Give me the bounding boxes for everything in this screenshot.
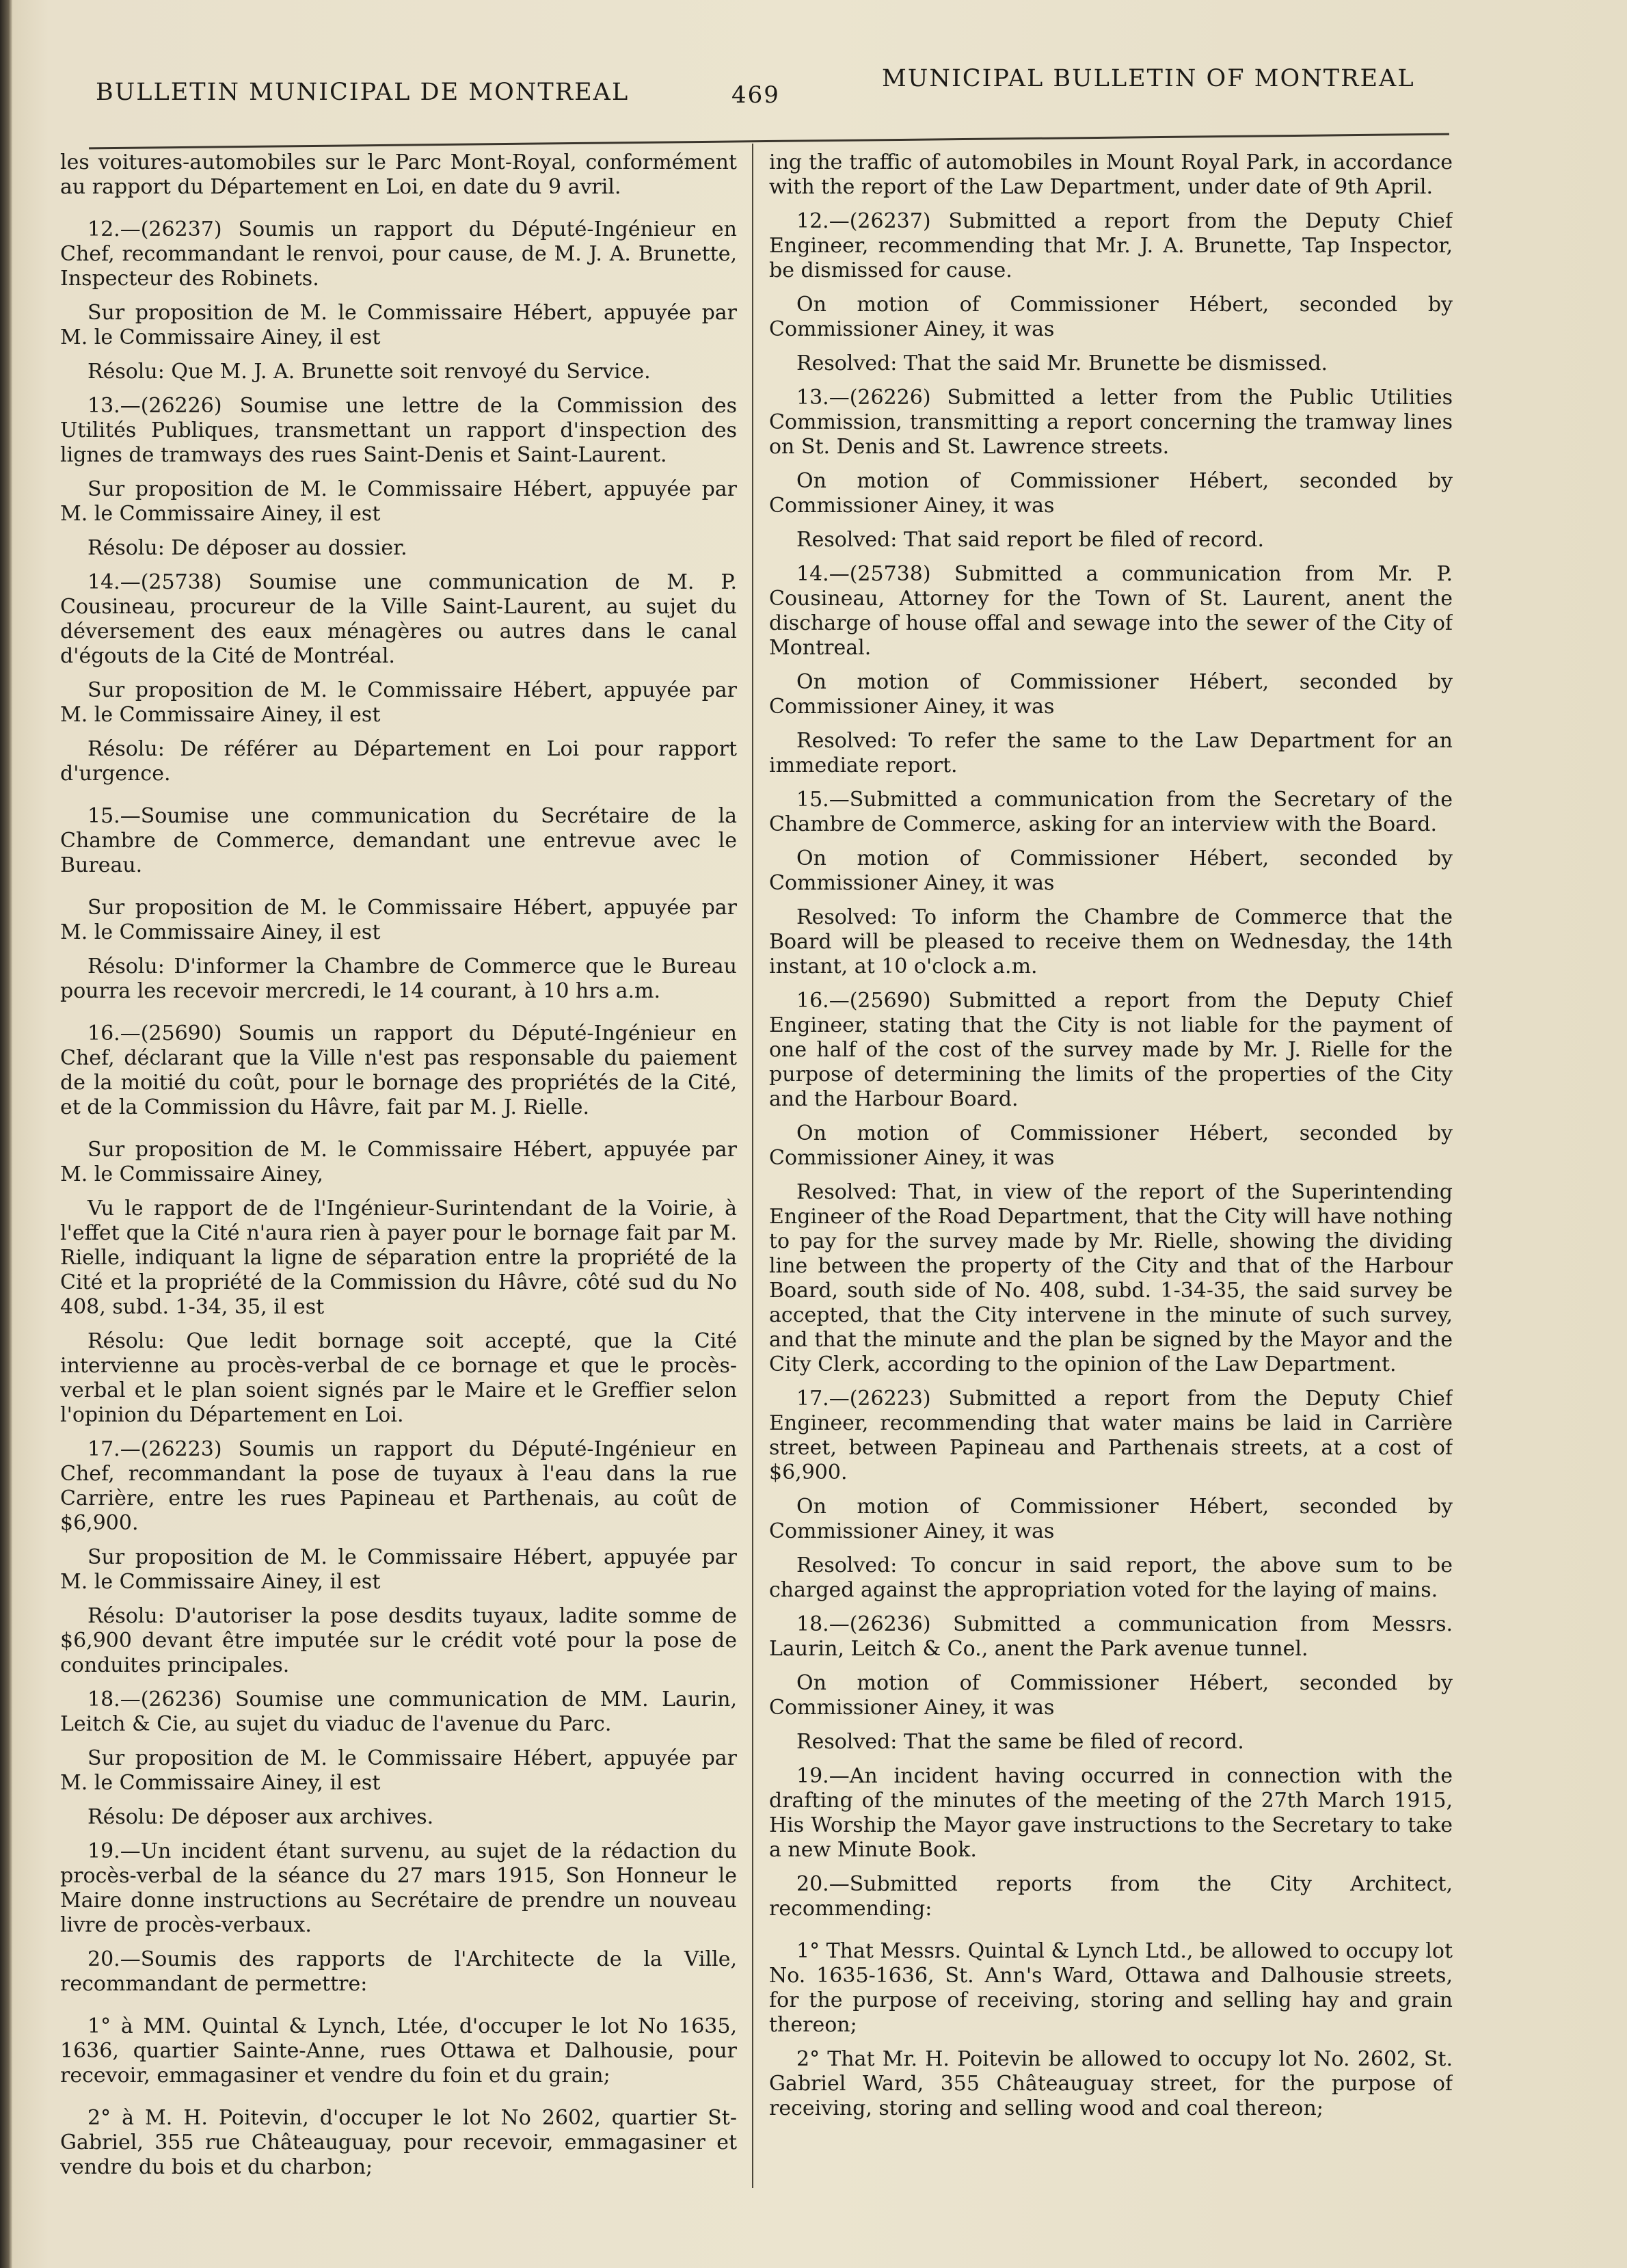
paragraph: Sur proposition de M. le Commissaire Hébert, appuyée par M. le Commissaire Ainey, il est: [60, 896, 737, 944]
page-header: [89, 65, 1456, 120]
paragraph: Sur proposition de M. le Commissaire Hébert, appuyée par M. le Commissaire Ainey, il est: [60, 1545, 737, 1594]
paragraph: Sur proposition de M. le Commissaire Hébert, appuyée par M. le Commissaire Ainey, il est: [60, 1746, 737, 1795]
paragraph: 19.—An incident having occurred in connection with the drafting of the minutes of the meeting of the 27th March 1915, His Worship the Mayor gave instructions to the Secretary to take a new Minute Book.: [769, 1764, 1453, 1862]
paragraph: Résolu: De déposer aux archives.: [88, 1805, 434, 1829]
paragraph: 12.—(26237) Soumis un rapport du Député-Ingénieur en Chef, recommandant le renvoi, pour cause, de M. J. A. Brunette, Inspecteur des Robinets.: [60, 217, 737, 291]
paragraph: Resolved: That the said Mr. Brunette be dismissed.: [796, 351, 1328, 375]
header-rule: [89, 133, 1449, 150]
paragraph: 20.—Submitted reports from the City Architect, recommending:: [769, 1872, 1453, 1921]
paragraph: 20.—Soumis des rapports de l'Architecte de la Ville, recommandant de permettre:: [60, 1947, 737, 1996]
paragraph: On motion of Commissioner Hébert, seconded by Commissioner Ainey, it was: [769, 670, 1453, 719]
paragraph: 2° à M. H. Poitevin, d'occuper le lot No 2602, quartier St-Gabriel, 355 rue Châteauguay, pour recevoir, emmagasiner et vendre du bois et du charbon;: [60, 2106, 737, 2179]
paragraph: 14.—(25738) Submitted a communication from Mr. P. Cousineau, Attorney for the Town of St. Laurent, anent the discharge of house offal and sewage into the sewer of the City of Montreal.: [769, 562, 1453, 660]
paragraph: Resolved: That said report be filed of record.: [796, 528, 1264, 552]
paragraph: 18.—(26236) Soumise une communication de MM. Laurin, Leitch & Cie, au sujet du viaduc de l'avenue du Parc.: [60, 1687, 737, 1736]
paragraph: Resolved: That, in view of the report of the Superintending Engineer of the Road Department, that the City will have nothing to pay for the survey made by Mr. Rielle, showing the dividing line between the property of the City and that of the Harbour Board, south side of No. 408, subd. 1-34-35, the said survey be accepted, that the City intervene in the minute of such survey, and that the minute and the plan be signed by the Mayor and the City Clerk, according to the opinion of the Law Department.: [769, 1180, 1453, 1376]
paragraph: Sur proposition de M. le Commissaire Hébert, appuyée par M. le Commissaire Ainey, il est: [60, 301, 737, 349]
paragraph: 2° That Mr. H. Poitevin be allowed to occupy lot No. 2602, St. Gabriel Ward, 355 Châteauguay street, for the purpose of receiving, storing and selling wood and coal thereon;: [769, 2047, 1453, 2120]
paragraph: 12.—(26237) Submitted a report from the Deputy Chief Engineer, recommending that Mr. J. A. Brunette, Tap Inspector, be dismissed for cause.: [769, 209, 1453, 282]
paragraph: On motion of Commissioner Hébert, seconded by Commissioner Ainey, it was: [769, 846, 1453, 895]
header-title-french: BULLETIN MUNICIPAL DE MONTREAL: [96, 79, 630, 106]
paragraph: 13.—(26226) Submitted a letter from the Public Utilities Commission, transmitting a report concerning the tramway lines on St. Denis and St. Lawrence streets.: [769, 386, 1453, 459]
paragraph: 1° That Messrs. Quintal & Lynch Ltd., be allowed to occupy lot No. 1635-1636, St. Ann's Ward, Ottawa and Dalhousie streets, for the purpose of receiving, storing and selling hay and grain thereon;: [769, 1939, 1453, 2037]
paragraph: Resolved: To refer the same to the Law Department for an immediate report.: [769, 729, 1453, 777]
paragraph: On motion of Commissioner Hébert, seconded by Commissioner Ainey, it was: [769, 469, 1453, 518]
paragraph: 17.—(26223) Soumis un rapport du Député-Ingénieur en Chef, recommandant la pose de tuyaux à l'eau dans la rue Carrière, entre les rues Papineau et Parthenais, au coût de $6,900.: [60, 1437, 737, 1535]
paragraph: Résolu: D'autoriser la pose desdits tuyaux, ladite somme de $6,900 devant être imputée sur le crédit voté pour la pose de conduites principales.: [60, 1604, 737, 1677]
paragraph: 1° à MM. Quintal & Lynch, Ltée, d'occuper le lot No 1635, 1636, quartier Sainte-Anne, rues Ottawa et Dalhousie, pour recevoir, emmagasiner et vendre du foin et du grain;: [60, 2014, 737, 2087]
paragraph: 19.—Un incident étant survenu, au sujet de la rédaction du procès-verbal de la séance du 27 mars 1915, Son Honneur le Maire donne instructions au Secrétaire de prendre un nouveau livre de procès-verbaux.: [60, 1839, 737, 1937]
paragraph: 15.—Submitted a communication from the Secretary of the Chambre de Commerce, asking for an interview with the Board.: [769, 788, 1453, 836]
paragraph: Résolu: Que M. J. A. Brunette soit renvoyé du Service.: [88, 360, 651, 384]
paragraph: Résolu: D'informer la Chambre de Commerce que le Bureau pourra les recevoir mercredi, le 14 courant, à 10 hrs a.m.: [60, 955, 737, 1003]
paragraph: 14.—(25738) Soumise une communication de M. P. Cousineau, procureur de la Ville Saint-Laurent, au sujet du déversement des eaux ménagères ou autres dans le canal d'égouts de la Cité de Montréal.: [60, 570, 737, 668]
paragraph: les voitures-automobiles sur le Parc Mont-Royal, conformément au rapport du Département en Loi, en date du 9 avril.: [60, 150, 737, 199]
paragraph: 16.—(25690) Submitted a report from the Deputy Chief Engineer, stating that the City is not liable for the payment of one half of the cost of the survey made by Mr. J. Rielle for the purpose of determining the limits of the properties of the City and the Harbour Board.: [769, 989, 1453, 1111]
paragraph: Résolu: De déposer au dossier.: [88, 536, 407, 560]
english-column: [769, 150, 1453, 2188]
paragraph: Resolved: To inform the Chambre de Commerce that the Board will be pleased to receive them on Wednesday, the 14th instant, at 10 o'clock a.m.: [769, 905, 1453, 978]
paragraph: On motion of Commissioner Hébert, seconded by Commissioner Ainey, it was: [769, 1671, 1453, 1720]
column-divider: [752, 144, 753, 2188]
paragraph: 13.—(26226) Soumise une lettre de la Commission des Utilités Publiques, transmettant un rapport d'inspection des lignes de tramways des rues Saint-Denis et Saint-Laurent.: [60, 394, 737, 467]
paragraph: On motion of Commissioner Hébert, seconded by Commissioner Ainey, it was: [769, 1121, 1453, 1170]
paragraph: Résolu: De référer au Département en Loi pour rapport d'urgence.: [60, 737, 737, 786]
paragraph: Vu le rapport de de l'Ingénieur-Surintendant de la Voirie, à l'effet que la Cité n'aura rien à payer pour le bornage fait par M. Rielle, indiquant la ligne de séparation entre la propriété de la Cité et la propriété de la Commission du Hâvre, côté sud du No 408, subd. 1-34, 35, il est: [60, 1197, 737, 1319]
paragraph: ing the traffic of automobiles in Mount Royal Park, in accordance with the report of the Law Department, under date of 9th April.: [769, 150, 1453, 199]
paragraph: 18.—(26236) Submitted a communication from Messrs. Laurin, Leitch & Co., anent the Park avenue tunnel.: [769, 1612, 1453, 1661]
paragraph: 15.—Soumise une communication du Secrétaire de la Chambre de Commerce, demandant une entrevue avec le Bureau.: [60, 804, 737, 877]
paragraph: Résolu: Que ledit bornage soit accepté, que la Cité intervienne au procès-verbal de ce bornage et que le procès-verbal et le plan soient signés par le Maire et le Greffier selon l'opinion du Département en Loi.: [60, 1329, 737, 1427]
page-number: 469: [731, 81, 780, 109]
paragraph: Sur proposition de M. le Commissaire Hébert, appuyée par M. le Commissaire Ainey,: [60, 1138, 737, 1186]
header-title-english: MUNICIPAL BULLETIN OF MONTREAL: [882, 65, 1415, 92]
paragraph: Sur proposition de M. le Commissaire Hébert, appuyée par M. le Commissaire Ainey, il est: [60, 678, 737, 727]
paragraph: On motion of Commissioner Hébert, seconded by Commissioner Ainey, it was: [769, 293, 1453, 341]
paragraph: 17.—(26223) Submitted a report from the Deputy Chief Engineer, recommending that water mains be laid in Carrière street, between Papineau and Parthenais streets, at a cost of $6,900.: [769, 1387, 1453, 1484]
paragraph: Sur proposition de M. le Commissaire Hébert, appuyée par M. le Commissaire Ainey, il est: [60, 477, 737, 526]
book-spine: [0, 0, 12, 2268]
paragraph: Resolved: That the same be filed of record.: [796, 1730, 1244, 1754]
french-column: [60, 150, 737, 2188]
paragraph: 16.—(25690) Soumis un rapport du Député-Ingénieur en Chef, déclarant que la Ville n'est pas responsable du paiement de la moitié du coût, pour le bornage des propriétés de la Cité, et de la Commission du Hâvre, fait par M. J. Rielle.: [60, 1022, 737, 1119]
paragraph: On motion of Commissioner Hébert, seconded by Commissioner Ainey, it was: [769, 1495, 1453, 1543]
paragraph: Resolved: To concur in said report, the above sum to be charged against the appropriation voted for the laying of mains.: [769, 1553, 1453, 1602]
